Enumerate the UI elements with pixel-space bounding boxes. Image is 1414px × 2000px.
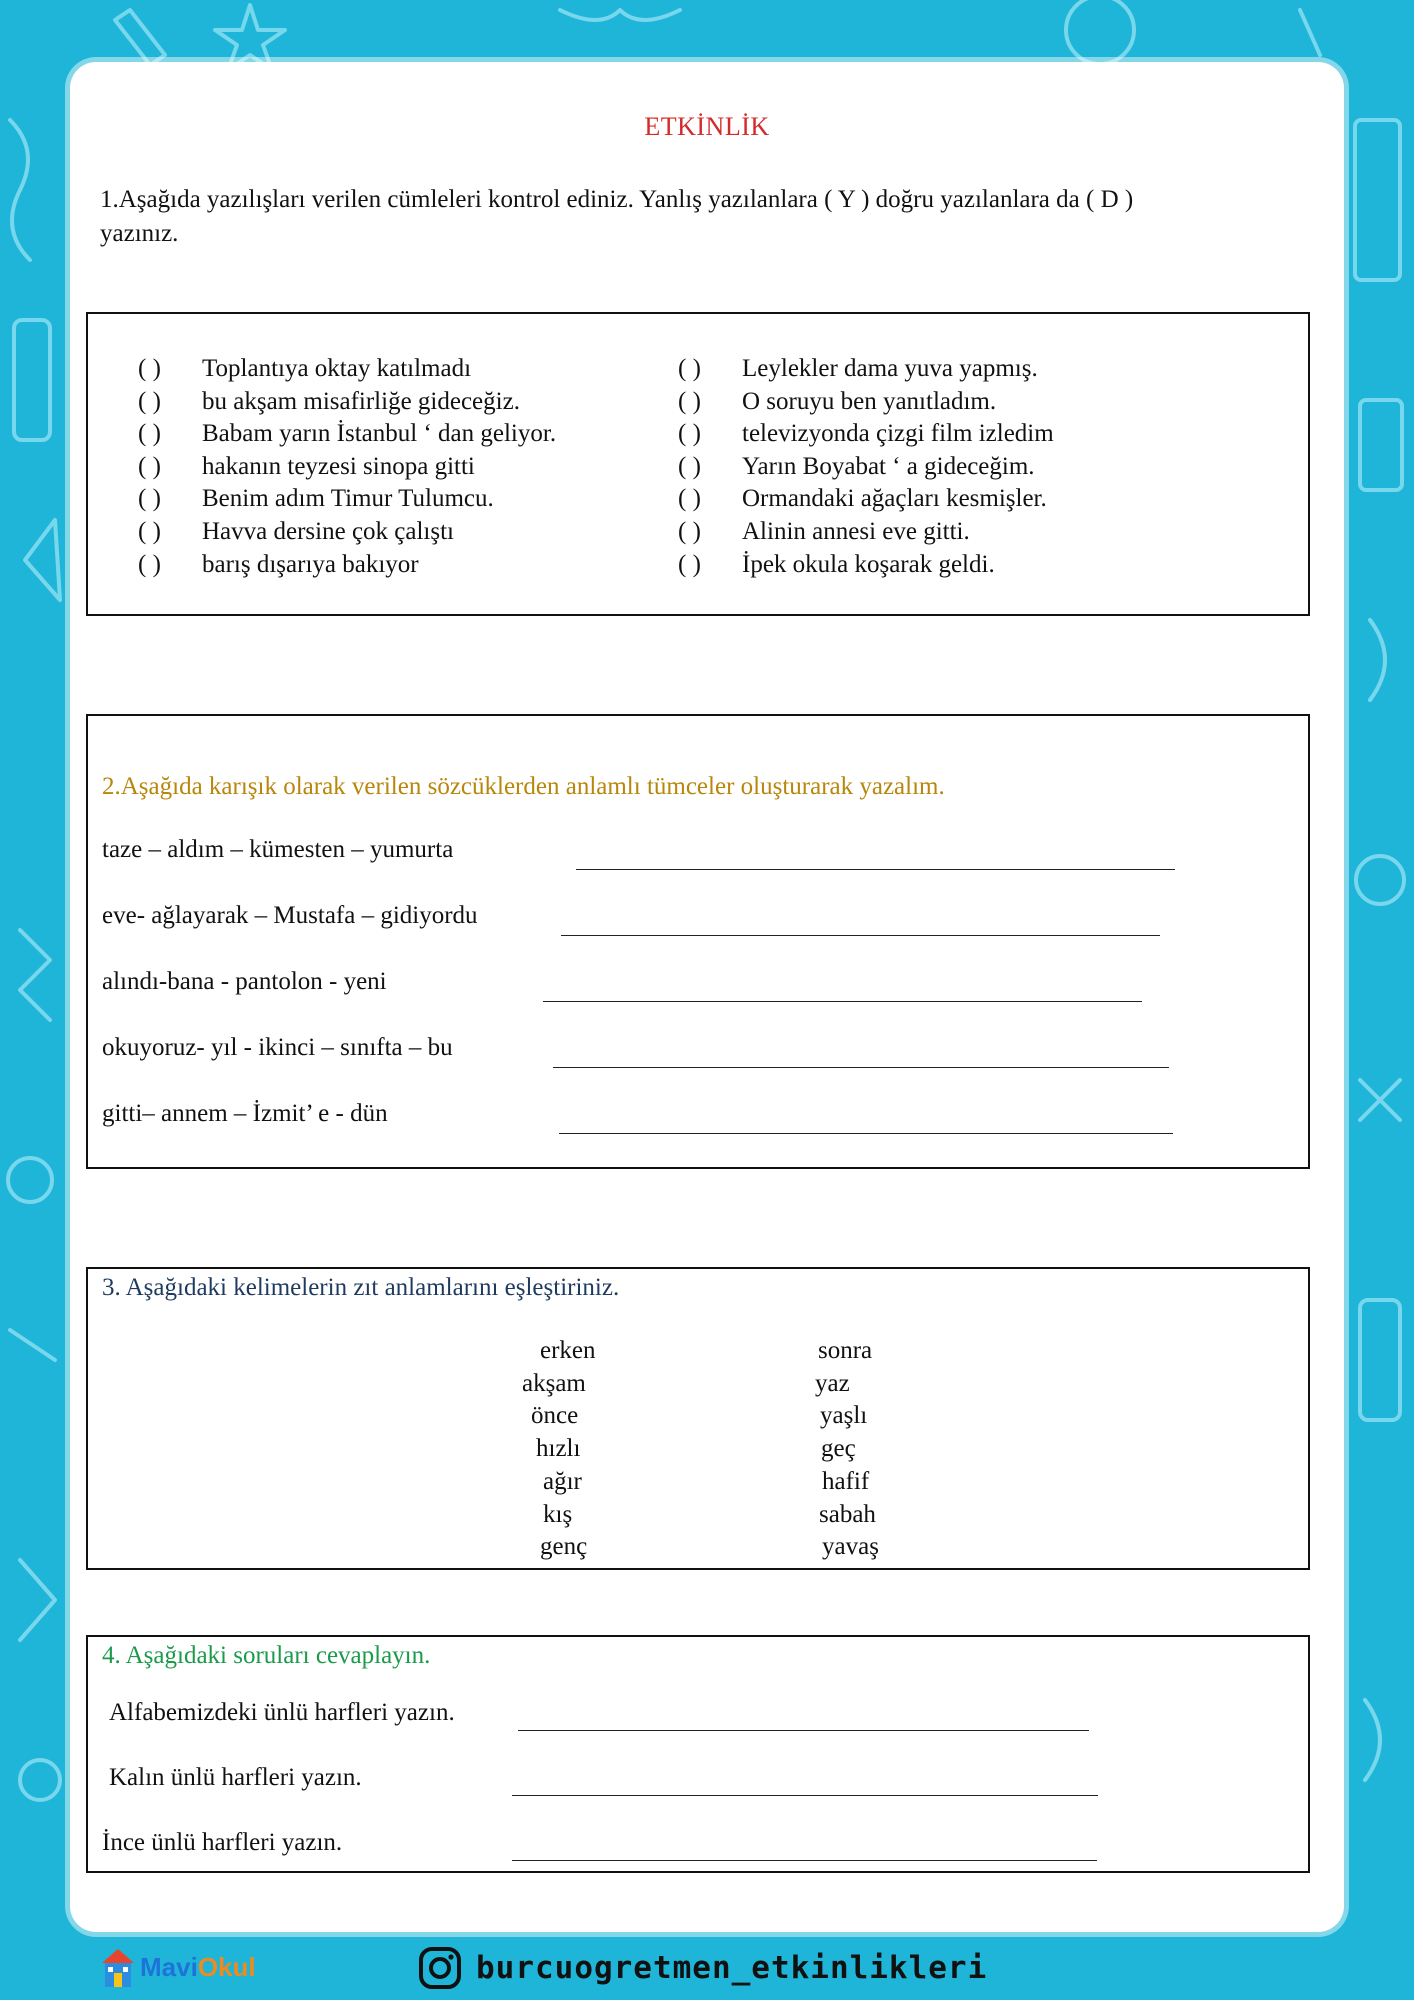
tf-row-right xyxy=(678,550,995,580)
answer-line[interactable] xyxy=(518,1730,1089,1731)
section1-instruction-line2: yazınız. xyxy=(100,220,179,247)
answer-blank[interactable]: ( ) xyxy=(678,518,701,545)
match-word-left[interactable]: hızlı xyxy=(536,1435,581,1463)
match-word-left[interactable]: erken xyxy=(540,1337,596,1364)
instagram-icon xyxy=(418,1946,462,1990)
answer-line[interactable] xyxy=(512,1860,1097,1861)
answer-blank[interactable]: ( ) xyxy=(138,387,161,415)
tf-row-right xyxy=(678,419,1054,449)
answer-blank[interactable]: ( ) xyxy=(678,387,701,415)
jumbled-words: taze – aldım – kümesten – yumurta xyxy=(102,836,454,863)
answer-blank[interactable]: ( ) xyxy=(138,355,161,382)
match-word-left[interactable]: genç xyxy=(540,1533,588,1561)
tf-row-right xyxy=(678,452,1035,482)
tf-row-right xyxy=(678,517,970,547)
section1-box xyxy=(86,312,1310,616)
tf-row-right xyxy=(678,484,1047,514)
jumbled-words: gitti– annem – İzmit’ e - dün xyxy=(102,1100,388,1127)
answer-blank[interactable]: ( ) xyxy=(678,420,701,448)
match-word-right[interactable]: yaz xyxy=(815,1369,850,1397)
tf-row-right xyxy=(678,387,996,417)
match-word-left[interactable]: önce xyxy=(531,1402,579,1430)
tf-row-left xyxy=(138,387,520,417)
answer-blank[interactable]: ( ) xyxy=(678,355,701,382)
question-text: Kalın ünlü harfleri yazın. xyxy=(109,1764,362,1791)
match-word-right[interactable]: yaşlı xyxy=(820,1402,868,1430)
match-word-left[interactable]: kış xyxy=(543,1500,573,1528)
sentence-text: Yarın Boyabat ‘ a gideceğim. xyxy=(742,452,1035,480)
jumbled-words: alındı-bana - pantolon - yeni xyxy=(102,968,387,995)
logo-text-okul: Okul xyxy=(197,1951,256,1982)
question-text: İnce ünlü harfleri yazın. xyxy=(102,1829,343,1856)
answer-line[interactable] xyxy=(543,1001,1142,1002)
sentence-text: Ormandaki ağaçları kesmişler. xyxy=(742,485,1047,513)
answer-blank[interactable]: ( ) xyxy=(678,485,701,513)
section4-box xyxy=(86,1635,1310,1873)
sentence-text: Benim adım Timur Tulumcu. xyxy=(202,485,494,513)
sentence-text: hakanın teyzesi sinopa gitti xyxy=(202,452,475,480)
tf-row-left xyxy=(138,354,471,384)
match-word-left[interactable]: ağır xyxy=(543,1467,582,1495)
sentence-text: Toplantıya oktay katılmadı xyxy=(202,355,472,382)
sentence-text: Havva dersine çok çalıştı xyxy=(202,518,454,545)
section1-instruction xyxy=(100,183,1310,251)
question-text: Alfabemizdeki ünlü harfleri yazın. xyxy=(109,1699,455,1726)
jumbled-words: okuyoruz- yıl - ikinci – sınıfta – bu xyxy=(102,1034,453,1061)
tf-row-left xyxy=(138,419,556,449)
answer-blank[interactable]: ( ) xyxy=(138,518,161,545)
instagram-handle: burcuogretmen_etkinlikleri xyxy=(476,1950,988,1986)
school-house-icon xyxy=(100,1945,136,1989)
section3-title: 3. Aşağıdaki kelimelerin zıt anlamlarını eşleştiriniz. xyxy=(102,1274,620,1301)
section2-box xyxy=(86,714,1310,1169)
match-word-right[interactable]: sabah xyxy=(819,1500,876,1528)
match-word-right[interactable]: sonra xyxy=(818,1337,873,1364)
answer-line[interactable] xyxy=(561,935,1160,936)
answer-blank[interactable]: ( ) xyxy=(678,550,701,578)
tf-row-left xyxy=(138,550,419,580)
answer-blank[interactable]: ( ) xyxy=(138,485,161,513)
sentence-text: Babam yarın İstanbul ‘ dan geliyor. xyxy=(202,420,557,448)
answer-line[interactable] xyxy=(559,1133,1173,1134)
mavi-okul-logo xyxy=(100,1945,256,1989)
answer-line[interactable] xyxy=(512,1795,1098,1796)
answer-line[interactable] xyxy=(576,869,1175,870)
section2-title: 2.Aşağıda karışık olarak verilen sözcüklerden anlamlı tümceler oluşturarak yazalım. xyxy=(102,773,945,800)
section1-instruction-line1: 1.Aşağıda yazılışları verilen cümleleri kontrol ediniz. Yanlış yazılanlara ( Y ) doğru yazılanlara da ( D ) xyxy=(100,186,1134,213)
sentence-text: televizyonda çizgi film izledim xyxy=(742,420,1054,448)
sentence-text: bu akşam misafirliğe gideceğiz. xyxy=(202,387,520,415)
tf-row-left xyxy=(138,452,475,482)
answer-blank[interactable]: ( ) xyxy=(138,550,161,578)
match-word-left[interactable]: akşam xyxy=(522,1369,586,1397)
sentence-text: Leylekler dama yuva yapmış. xyxy=(742,355,1038,382)
match-word-right[interactable]: geç xyxy=(821,1435,856,1463)
section4-title: 4. Aşağıdaki soruları cevaplayın. xyxy=(102,1642,431,1669)
section3-box xyxy=(86,1267,1310,1570)
page-title: ETKİNLİK xyxy=(644,112,770,141)
answer-blank[interactable]: ( ) xyxy=(138,420,161,448)
match-word-right[interactable]: yavaş xyxy=(822,1533,879,1561)
answer-line[interactable] xyxy=(553,1067,1169,1068)
tf-row-left xyxy=(138,484,494,514)
tf-row-left xyxy=(138,517,454,547)
answer-blank[interactable]: ( ) xyxy=(138,452,161,480)
jumbled-words: eve- ağlayarak – Mustafa – gidiyordu xyxy=(102,902,478,929)
tf-row-right xyxy=(678,354,1038,384)
sentence-text: Alinin annesi eve gitti. xyxy=(742,518,970,545)
match-word-right[interactable]: hafif xyxy=(822,1467,870,1495)
answer-blank[interactable]: ( ) xyxy=(678,452,701,480)
logo-text-mavi: Mavi xyxy=(140,1951,198,1982)
instagram-credit[interactable] xyxy=(418,1946,987,1990)
sentence-text: İpek okula koşarak geldi. xyxy=(742,550,995,578)
sentence-text: barış dışarıya bakıyor xyxy=(202,550,419,578)
sentence-text: O soruyu ben yanıtladım. xyxy=(742,387,997,415)
